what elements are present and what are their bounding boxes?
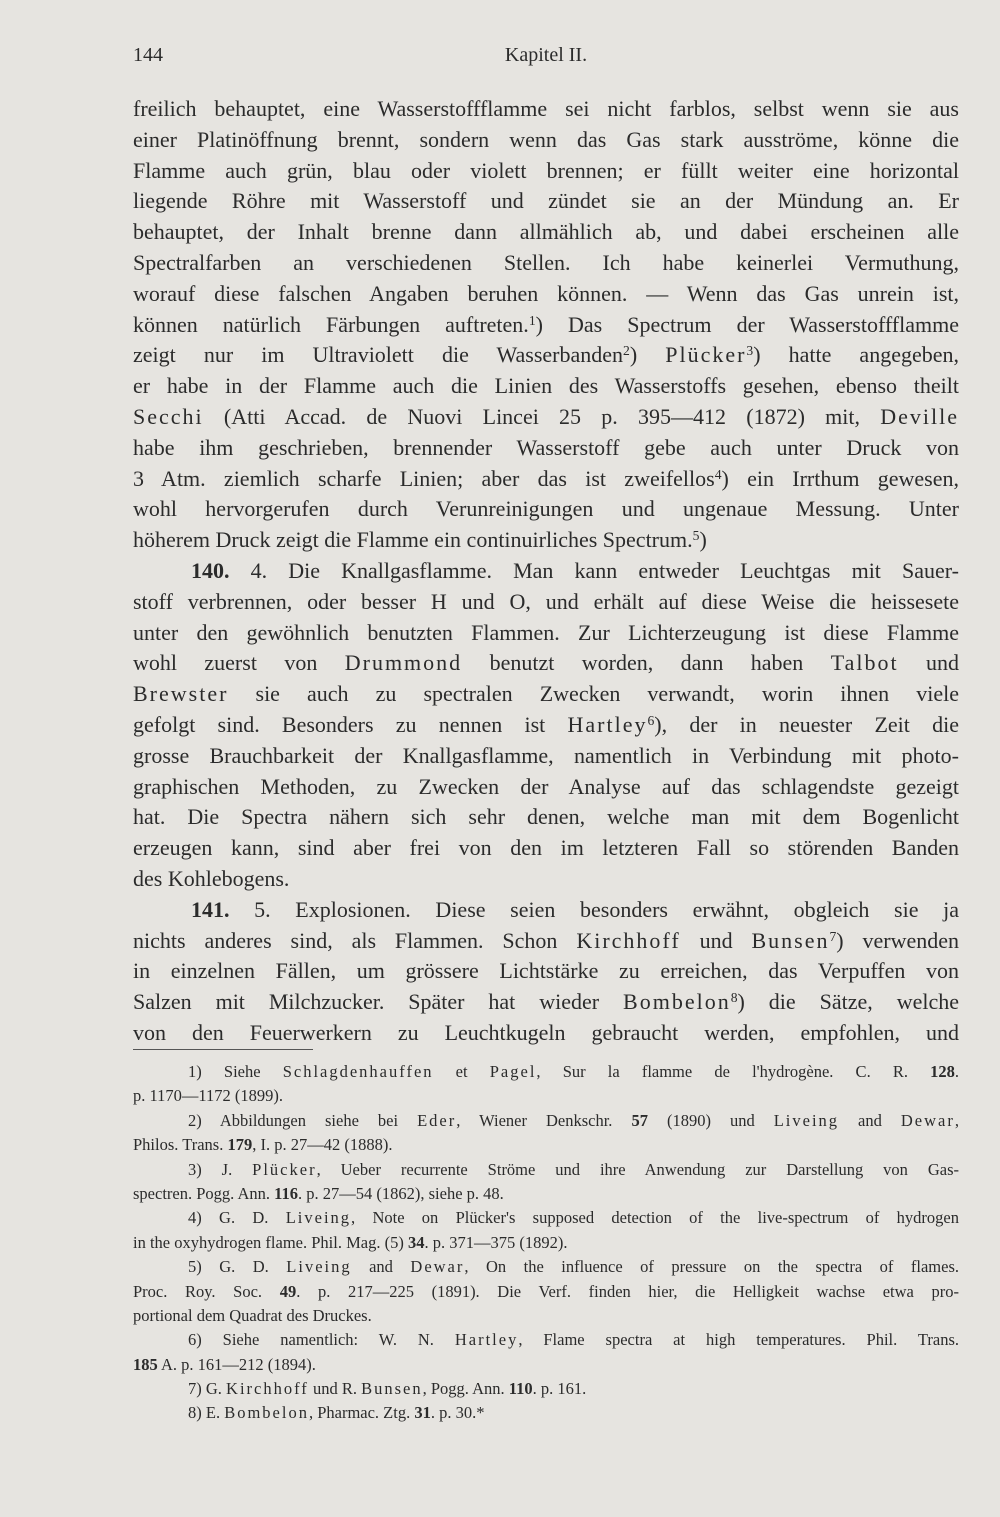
text-segment: A. p. 161—212 (1894). [157, 1354, 316, 1374]
text-segment: Spectralfarben an verschiedenen Stellen. Ich habe keinerlei Vermuthung, [133, 249, 959, 275]
text-segment: stoff verbrennen, oder besser H und O, und erhält auf diese Weise die heissesete [133, 588, 959, 614]
text-segment: 2) Abbildungen siehe bei [188, 1110, 418, 1130]
text-segment: 4) G. D. [188, 1208, 286, 1228]
text-segment: des Kohlebogens. [133, 865, 290, 891]
main-text [133, 94, 959, 1049]
text-segment: 1) Siehe [188, 1062, 283, 1081]
footnote-ref: 7 [829, 928, 837, 944]
footnote-line [133, 1158, 959, 1182]
text-line [133, 464, 959, 495]
text-line [133, 186, 959, 217]
text-segment: Proc. Roy. Soc. [133, 1281, 280, 1301]
text-segment: Liveing [285, 1208, 352, 1228]
text-segment: , Wiener Denkschr. [456, 1110, 632, 1130]
text-segment: 3) J. [188, 1159, 253, 1179]
text-segment: 7) G. [188, 1379, 227, 1399]
section-number: 141. [191, 896, 230, 922]
text-segment: , Pogg. Ann. [422, 1379, 509, 1399]
text-segment: . p. 161. [532, 1379, 587, 1399]
text-line [133, 525, 959, 556]
text-line [133, 679, 959, 710]
text-segment: Dewar [900, 1110, 955, 1130]
text-line [133, 433, 959, 464]
text-segment: Liveing [773, 1110, 840, 1130]
text-segment: Secchi [133, 403, 204, 429]
text-segment: ) [699, 527, 707, 553]
section-number: 140. [191, 557, 230, 583]
text-segment: benutzt worden, dann haben [462, 650, 831, 676]
text-segment: Bombelon [623, 989, 731, 1015]
text-line [133, 1018, 959, 1049]
text-segment: wohl hervorgerufen durch Verunreinigungen und ungenaue Messung. Unter [133, 496, 959, 522]
text-segment: et [433, 1062, 490, 1081]
text-line [133, 371, 959, 402]
text-line [133, 618, 959, 649]
text-line [133, 279, 959, 310]
text-segment: unter den gewöhnlich benutzten Flammen. Zur Lichterzeugung ist diese Flamme [133, 619, 959, 645]
text-segment: 5) G. D. [188, 1257, 287, 1277]
text-segment: 185 [133, 1354, 158, 1374]
text-segment: er habe in der Flamme auch die Linien des Wasserstoffs gesehen, ebenso theilt [133, 373, 959, 399]
text-segment: Plücker [665, 342, 747, 368]
text-segment: höherem Druck zeigt die Flamme ein continuirliches Spectrum. [133, 527, 693, 553]
text-segment: graphischen Methoden, zu Zwecken der Analyse auf das schlagendste gezeigt [133, 773, 959, 799]
footnote-ref: 2 [623, 343, 630, 359]
text-segment: Bunsen [751, 927, 830, 953]
footnote-line [133, 1231, 959, 1255]
text-line [133, 94, 959, 125]
text-segment: hat. Die Spectra nähern sich sehr denen, welche man mit dem Bogenlicht [133, 804, 959, 830]
text-segment: worauf diese falschen Angaben beruhen können. — Wenn das Gas unrein ist, [133, 280, 959, 306]
text-segment: Liveing [286, 1257, 352, 1277]
text-segment: Dewar [410, 1257, 465, 1277]
text-segment: Pagel [489, 1062, 537, 1081]
footnote-ref: 1 [528, 312, 536, 328]
text-segment: p. 1170—1172 (1899). [133, 1086, 284, 1106]
footnote-rule [133, 1049, 313, 1050]
text-segment: Schlagdenhauffen [282, 1062, 434, 1081]
text-line [133, 833, 959, 864]
text-segment: 110 [508, 1379, 533, 1399]
text-segment: Salzen mit Milchzucker. Später hat wieder [133, 989, 624, 1015]
text-segment: , [954, 1110, 959, 1130]
text-segment: zeigt nur im Ultraviolett die Wasserbanden [133, 342, 624, 368]
footnotes [133, 1060, 959, 1426]
text-segment: Brewster [133, 681, 229, 707]
text-line [133, 926, 959, 957]
text-segment: einer Platinöffnung brennt, sondern wenn das Gas stark ausströme, könne die [133, 126, 959, 152]
text-line [133, 741, 959, 772]
footnote-line [133, 1109, 959, 1133]
footnote-ref: 6 [647, 713, 655, 729]
footnote-line [133, 1280, 959, 1304]
text-line [133, 987, 959, 1018]
text-segment: Philos. Trans. [133, 1135, 228, 1155]
footnote-line [133, 1084, 959, 1108]
text-segment: Plücker [252, 1159, 317, 1179]
text-segment: 116 [274, 1183, 298, 1203]
text-segment: Bunsen [361, 1379, 423, 1399]
text-line [133, 248, 959, 279]
text-segment: sie auch zu spectralen Zwecken verwandt, worin ihnen viele [228, 681, 959, 707]
text-segment: erzeugen kann, sind aber frei von den im letzteren Fall so störenden Banden [133, 835, 959, 861]
footnote-line [133, 1328, 959, 1352]
text-segment: in einzelnen Fällen, um grössere Lichtstärke zu erreichen, das Verpuffen von [133, 958, 959, 984]
text-line [133, 802, 959, 833]
text-segment: 8) E. [188, 1403, 225, 1423]
text-segment: Bombelon [224, 1403, 309, 1423]
footnote-line [133, 1182, 959, 1206]
text-segment: , I. p. 27—42 (1888). [252, 1135, 393, 1155]
running-title: Kapitel II. [504, 44, 588, 66]
text-segment: . p. 27—54 (1862), siehe p. 48. [298, 1183, 504, 1203]
footnote-ref: 4 [714, 466, 722, 482]
page-header [133, 44, 959, 78]
footnote-ref: 5 [692, 528, 700, 544]
footnote-line [133, 1377, 959, 1401]
text-line [133, 710, 959, 741]
text-segment: 128 [930, 1062, 955, 1081]
text-segment: and [351, 1257, 411, 1277]
text-segment: . p. 217—225 (1891). Die Verf. finden hier, die Helligkeit wachse etwa pro- [296, 1281, 959, 1301]
text-segment: können natürlich Färbungen auftreten. [133, 311, 529, 337]
text-segment: freilich behauptet, eine Wasserstoffflamme sei nicht farblos, selbst wenn sie aus [133, 96, 959, 121]
text-line [133, 340, 959, 371]
text-segment: ) ein Irrthum gewesen, [721, 465, 959, 491]
text-line [133, 864, 959, 895]
text-segment: Deville [880, 403, 959, 429]
footnote-line [133, 1353, 959, 1377]
text-segment: Drummond [344, 650, 463, 676]
text-segment: ) die Sätze, welche [737, 989, 960, 1015]
text-segment: ) [629, 342, 666, 368]
footnote-ref: 8 [730, 990, 738, 1006]
text-segment: grosse Brauchbarkeit der Knallgasflamme, namentlich in Verbindung mit photo- [133, 742, 959, 768]
text-segment: , Pharmac. Ztg. [308, 1403, 415, 1423]
text-line [133, 494, 959, 525]
text-segment: 3 Atm. ziemlich scharfe Linien; aber das ist zweifellos [133, 465, 715, 491]
text-segment: 49 [279, 1281, 297, 1301]
text-segment: und [680, 927, 752, 953]
text-line [133, 895, 959, 926]
text-segment: , Ueber recurrente Ströme und ihre Anwendung zur Darstellung von Gas- [316, 1159, 959, 1179]
text-line [133, 156, 959, 187]
footnote-line [133, 1206, 959, 1230]
text-segment: liegende Röhre mit Wasserstoff und zündet sie an der Mündung an. Er [133, 188, 959, 214]
text-segment: ), der in neuester Zeit die [654, 711, 959, 737]
text-line [133, 587, 959, 618]
text-segment: and [839, 1110, 901, 1130]
text-segment: Eder [417, 1110, 457, 1130]
text-line [133, 772, 959, 803]
footnote-line [133, 1133, 959, 1157]
text-segment: Kirchhoff [226, 1379, 309, 1399]
text-segment: portional dem Quadrat des Druckes. [133, 1305, 372, 1325]
footnote-line [133, 1304, 959, 1328]
text-segment: wohl zuerst von [133, 650, 345, 676]
text-segment: (Atti Accad. de Nuovi Lincei 25 p. 395—412 (1872) mit, [203, 403, 881, 429]
text-segment: nichts anderes sind, als Flammen. Schon [133, 927, 577, 953]
text-segment: 57 [631, 1110, 648, 1130]
footnote-ref: 3 [746, 343, 754, 359]
text-segment: (1890) und [647, 1110, 774, 1130]
text-segment: Hartley [454, 1330, 519, 1350]
text-segment: 4. Die Knallgasflamme. Man kann entweder Leuchtgas mit Sauer- [229, 557, 959, 583]
footnote-line [133, 1255, 959, 1279]
text-line [133, 310, 959, 341]
text-segment: von den Feuerwerkern zu Leuchtkugeln gebraucht werden, empfohlen, und [133, 1019, 959, 1045]
text-segment: 31 [414, 1403, 431, 1423]
text-segment: , Note on Plücker's supposed detection of the live-spectrum of hydrogen [351, 1208, 959, 1228]
text-line [133, 217, 959, 248]
text-segment: Talbot [830, 650, 899, 676]
text-segment: in the oxyhydrogen flame. Phil. Mag. (5) [133, 1232, 408, 1252]
footnote-line [133, 1401, 959, 1425]
text-segment: ) Das Spectrum der Wasserstoffflamme [535, 311, 959, 337]
text-line [133, 956, 959, 987]
text-segment: , Flame spectra at high temperatures. Phil. Trans. [518, 1330, 959, 1350]
text-segment: Flamme auch grün, blau oder violett brennen; er füllt weiter eine horizontal [133, 157, 959, 183]
text-segment: . p. 371—375 (1892). [424, 1232, 568, 1252]
text-line [133, 556, 959, 587]
text-line [133, 648, 959, 679]
text-segment: 34 [407, 1232, 425, 1252]
text-segment: ) hatte angegeben, [753, 342, 959, 368]
text-segment: Kirchhoff [576, 927, 681, 953]
text-segment: und [898, 650, 960, 676]
text-segment: , On the influence of pressure on the spectra of flames. [464, 1257, 959, 1277]
text-segment: gefolgt sind. Besonders zu nennen ist [133, 711, 568, 737]
text-segment: behauptet, der Inhalt brenne dann allmählich ab, und dabei erscheinen alle [133, 219, 959, 245]
text-segment: habe ihm geschrieben, brennender Wasserstoff gebe auch unter Druck von [133, 434, 959, 460]
page-number: 144 [133, 44, 163, 66]
text-segment: , Sur la flamme de l'hydrogène. C. R. [536, 1062, 931, 1081]
text-segment: ) verwenden [836, 927, 960, 953]
text-segment: Hartley [567, 711, 648, 737]
text-segment: 179 [227, 1135, 253, 1155]
footnote-line [133, 1060, 959, 1084]
text-segment: und R. [308, 1379, 362, 1399]
text-segment: 5. Explosionen. Diese seien besonders erwähnt, obgleich sie ja [229, 896, 959, 922]
text-segment: 6) Siehe namentlich: W. N. [188, 1330, 455, 1350]
text-segment: spectren. Pogg. Ann. [133, 1183, 275, 1203]
text-line [133, 402, 959, 433]
text-line [133, 125, 959, 156]
text-segment: . [954, 1062, 959, 1081]
text-segment: . p. 30.* [430, 1403, 485, 1423]
